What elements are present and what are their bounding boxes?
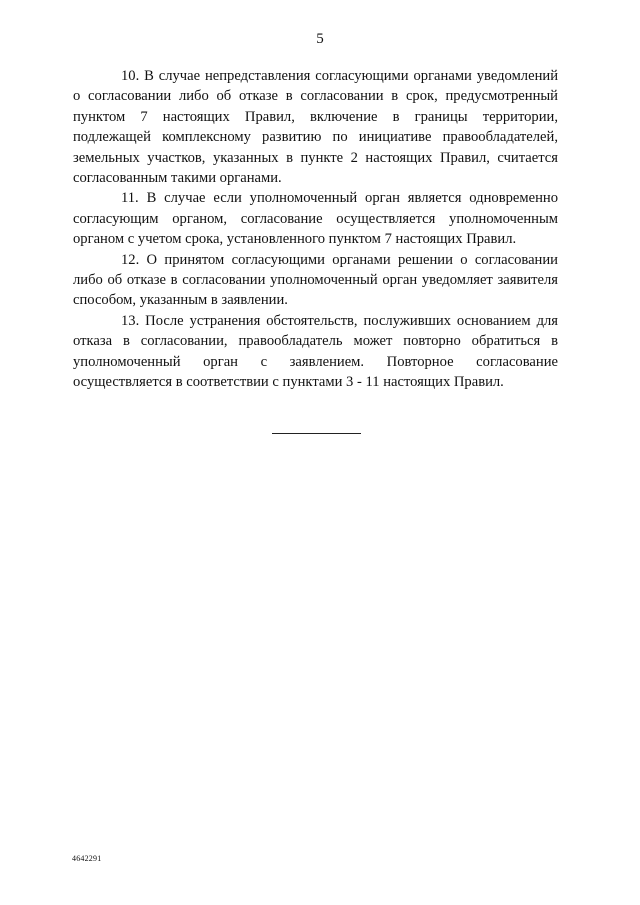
end-divider-line: [272, 433, 361, 434]
paragraph-13: 13. После устранения обстоятельств, послуживших основанием для отказа в согласовании, правообладатель может повторно обратиться в уполномоченный орган с заявлением. Повторное согласование осуществляется в соответствии с пунктами 3 - 11 настоящих Правил.: [73, 312, 558, 391]
paragraph-10: 10. В случае непредставления согласующими органами уведомлений о согласовании либо об отказе в согласовании в срок, предусмотренный пунктом 7 настоящих Правил, включение в границы территории, подлежащей комплексному развитию по инициативе правообладателей, земельных участков, указанных в пункте 2 настоящих Правил, считается согласованным такими органами.: [73, 68, 558, 187]
page-number: 5: [316, 31, 324, 47]
document-body: [73, 66, 558, 393]
document-code: 4642291: [72, 854, 102, 863]
paragraph-11: 11. В случае если уполномоченный орган является одновременно согласующим органом, согласование осуществляется уполномоченным органом с учетом срока, установленного пунктом 7 настоящих Правил.: [73, 190, 558, 248]
paragraph-12: 12. О принятом согласующими органами решении о согласовании либо об отказе в согласовании уполномоченный орган уведомляет заявителя способом, указанным в заявлении.: [73, 251, 558, 309]
